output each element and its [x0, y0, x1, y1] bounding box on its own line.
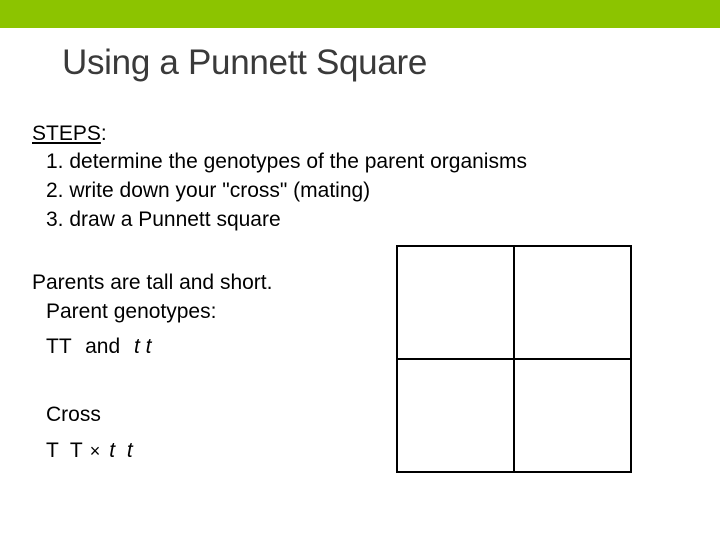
parents-description: Parents are tall and short. — [32, 271, 273, 294]
cross-symbol: × — [89, 441, 104, 461]
genotype-dominant: TT — [46, 335, 72, 358]
steps-heading: STEPS — [32, 122, 101, 145]
punnett-cell — [514, 246, 631, 359]
step-2: 2. write down your "cross" (mating) — [46, 179, 371, 202]
genotypes-line — [46, 335, 152, 359]
genotype-recessive: t t — [134, 335, 152, 358]
step-1: 1. determine the genotypes of the parent organisms — [46, 150, 527, 173]
step-3: 3. draw a Punnett square — [46, 208, 281, 231]
cross-label: Cross — [46, 403, 101, 426]
genotype-and: and — [85, 335, 121, 358]
punnett-cell — [397, 246, 514, 359]
steps-colon: : — [100, 122, 107, 145]
genotypes-label: Parent genotypes: — [46, 300, 217, 323]
top-accent-bar — [0, 0, 720, 28]
punnett-cell — [397, 359, 514, 472]
punnett-cell — [514, 359, 631, 472]
punnett-square — [396, 245, 632, 473]
cross-right-genotype: t t — [109, 439, 136, 462]
cross-left-genotype: T T — [46, 439, 86, 462]
slide-title: Using a Punnett Square — [62, 43, 428, 82]
steps-heading-line — [32, 122, 107, 146]
cross-expression — [46, 439, 136, 463]
